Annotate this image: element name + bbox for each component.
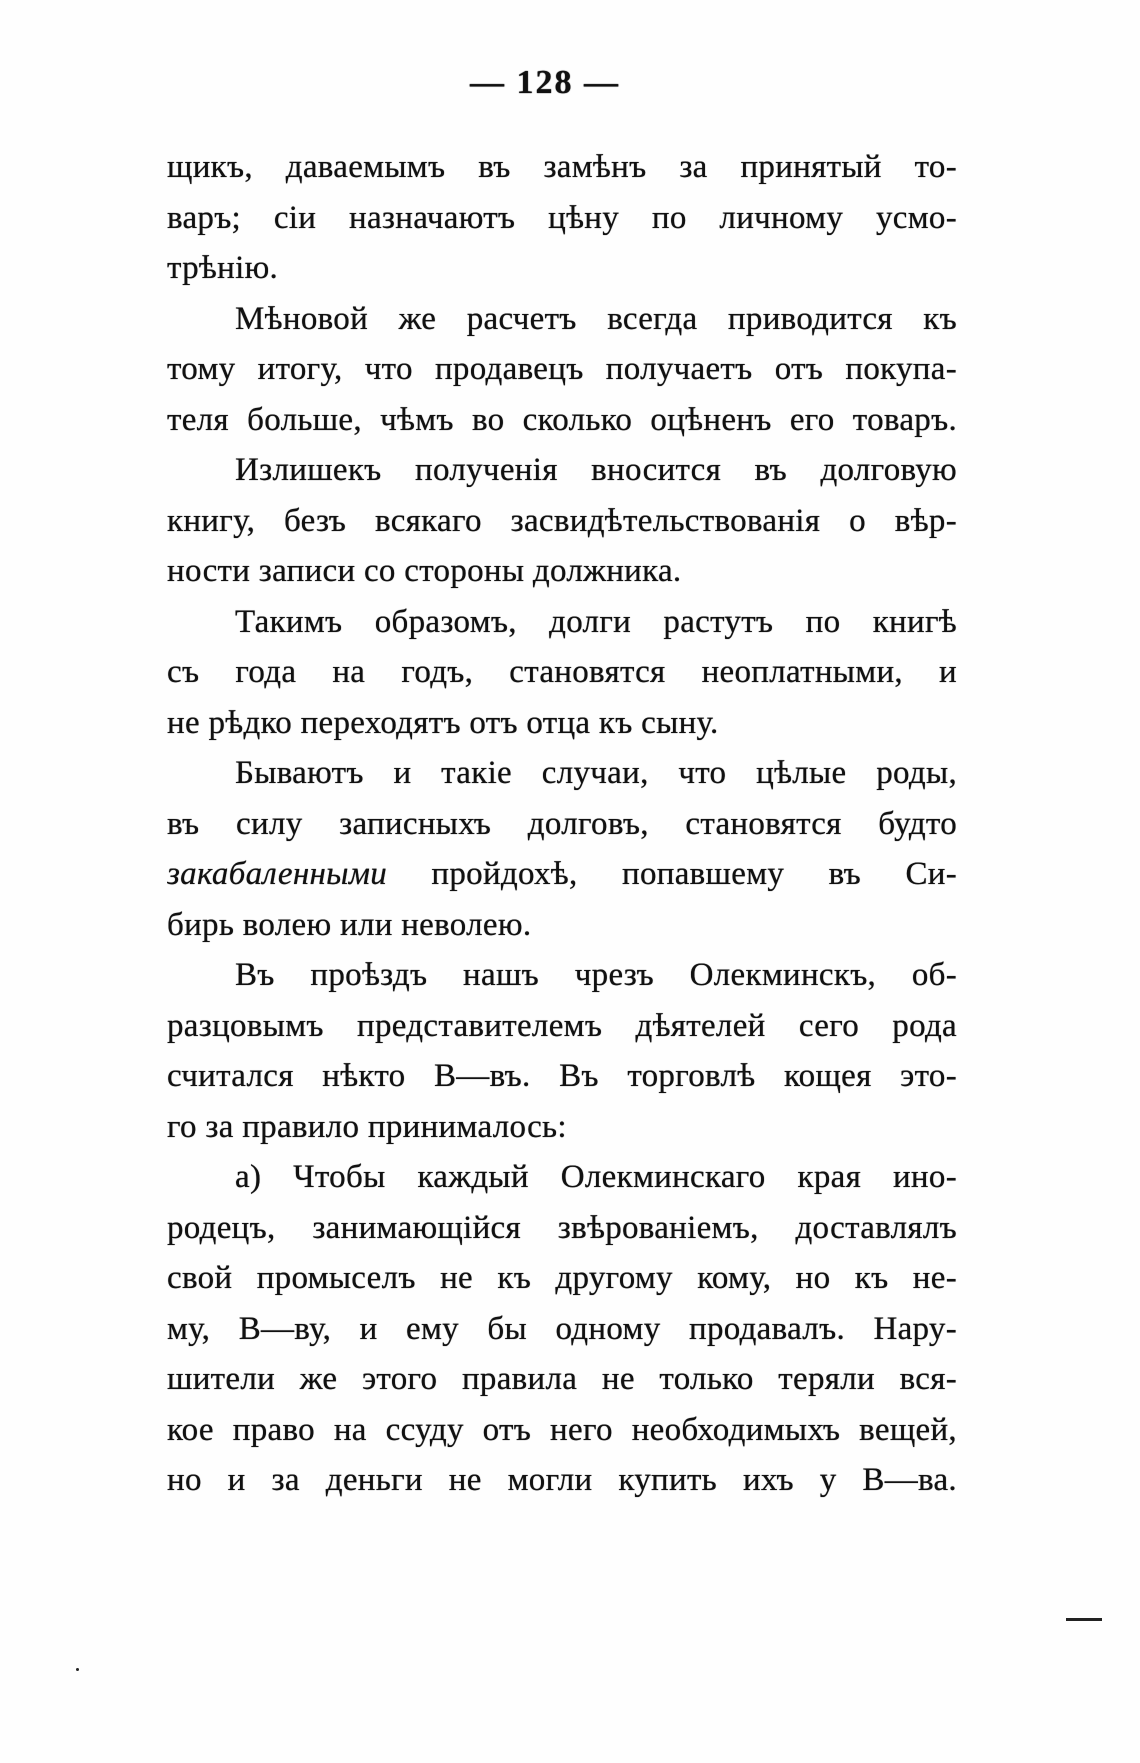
text-line: Такимъ образомъ, долги растутъ по книгѣ [235, 603, 957, 640]
text-line: но и за деньги не могли купить ихъ у В—ва. [167, 1462, 957, 1498]
body-text [167, 142, 957, 1506]
paragraph [167, 445, 957, 597]
text-line: трѣнію. [167, 250, 279, 286]
paragraph [167, 142, 957, 294]
italic-emphasis: закабаленными [167, 856, 387, 892]
text-line: считался нѣкто В—въ. Въ торговлѣ кощея это- [167, 1058, 957, 1094]
text-line: съ года на годъ, становятся неоплатными, и [167, 654, 957, 690]
text-line: ности записи со стороны должника. [167, 553, 682, 589]
text-line: щикъ, даваемымъ въ замѣнъ за принятый то- [167, 149, 957, 185]
text-line: кое право на ссуду отъ него необходимыхъ вещей, [167, 1411, 957, 1448]
text-line: го за правило принималось: [167, 1108, 567, 1145]
text-line: варъ; сіи назначаютъ цѣну по личному усмо- [167, 199, 957, 236]
page-number: — 128 — [470, 64, 620, 101]
text-line: му, В—ву, и ему бы одному продавалъ. Нару- [167, 1310, 957, 1347]
text-line: Бываютъ и такіе случаи, что цѣлые роды, [235, 755, 957, 791]
text-line: свой промыселъ не къ другому кому, но къ не- [167, 1260, 957, 1296]
text-line: не рѣдко переходятъ отъ отца къ сыну. [167, 704, 719, 741]
paragraph [167, 1152, 957, 1506]
paragraph [167, 950, 957, 1152]
text-line: родецъ, занимающійся звѣрованіемъ, доставлялъ [167, 1209, 957, 1246]
text-line: Излишекъ полученія вносится въ долговую [235, 452, 957, 488]
paragraph [167, 597, 957, 749]
scan-dash-mark [1066, 1618, 1102, 1621]
text-line: шители же этого правила не только теряли вся- [167, 1361, 957, 1397]
text-line: тому итогу, что продавецъ получаетъ отъ покупа- [167, 351, 957, 387]
text-line: Мѣновой же расчетъ всегда приводится къ [235, 300, 957, 337]
text-line: бирь волею или неволею. [167, 906, 532, 943]
text-line: а) Чтобы каждый Олекминскаго края ино- [235, 1159, 957, 1195]
paragraph [167, 294, 957, 446]
text-line: книгу, безъ всякаго засвидѣтельствованія о вѣр- [167, 502, 957, 539]
text-line: разцовымъ представителемъ дѣятелей сего рода [167, 1007, 957, 1044]
scan-dot-mark [76, 1668, 79, 1671]
text-line: въ силу записныхъ долговъ, становятся будто [167, 805, 957, 842]
paragraph [167, 748, 957, 950]
text-line: Въ проѣздъ нашъ чрезъ Олекминскъ, об- [235, 957, 957, 993]
line-remainder: пройдохѣ, попавшему въ Си- [387, 856, 957, 892]
text-line: теля больше, чѣмъ во сколько оцѣненъ его товаръ. [167, 401, 957, 438]
text-line [167, 849, 957, 900]
